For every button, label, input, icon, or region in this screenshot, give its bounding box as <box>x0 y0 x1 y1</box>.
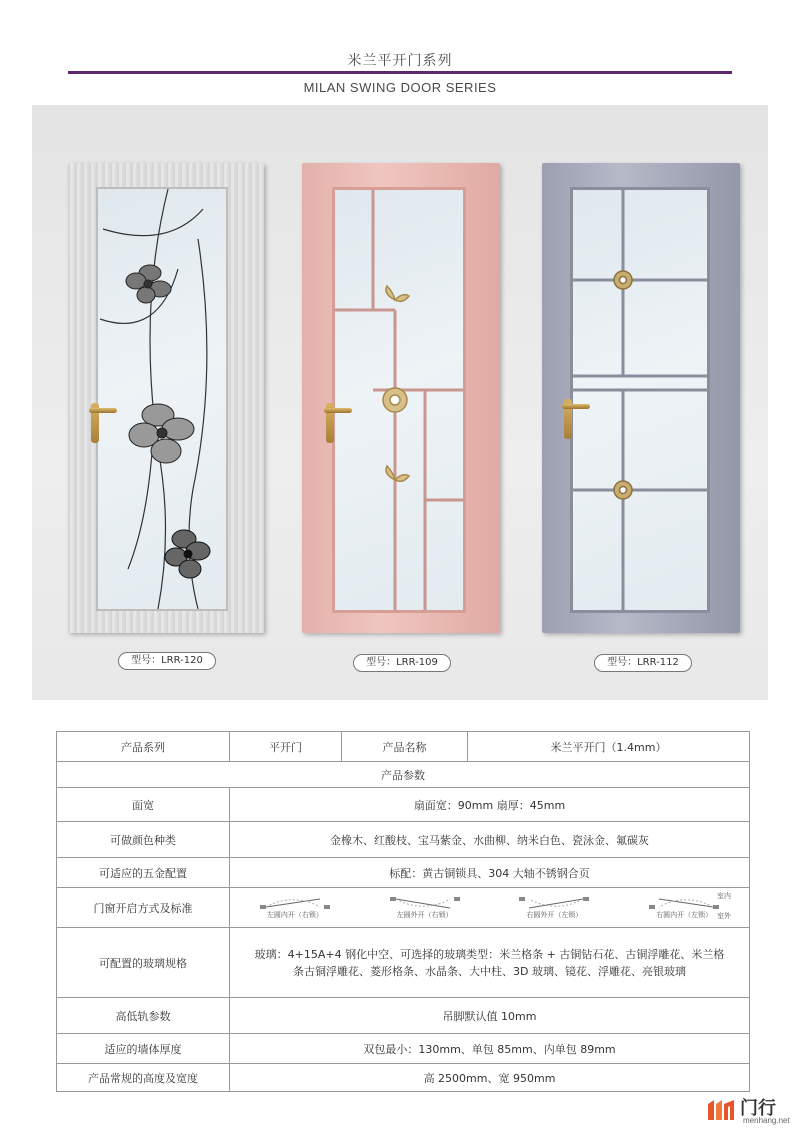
logo-mark-icon <box>706 1098 736 1122</box>
row-value: 高 2500mm、宽 950mm <box>230 1064 750 1092</box>
table-row <box>57 928 750 998</box>
opening-diagram: 左圆外开（右锁） <box>390 896 460 920</box>
name-label: 产品名称 <box>342 732 468 762</box>
door-handle <box>91 403 99 443</box>
opening-diagrams <box>230 888 750 928</box>
opening-diagram: 右圆内开（左锁） <box>649 896 719 920</box>
series-label: 产品系列 <box>57 732 230 762</box>
door-lrr-109 <box>302 163 500 633</box>
door-handle <box>326 403 334 443</box>
row-value: 双包最小：130mm、单包 85mm、内单包 89mm <box>230 1034 750 1064</box>
page-title-en: MILAN SWING DOOR SERIES <box>303 80 497 95</box>
section-title: 产品参数 <box>57 762 750 788</box>
row-value: 标配：黄古铜锁具、304 大轴不锈钢合页 <box>230 858 750 888</box>
title-divider <box>68 71 732 74</box>
page-title-cn: 米兰平开门系列 <box>347 53 453 69</box>
row-value: 吊脚默认值 10mm <box>230 998 750 1034</box>
row-value: 金橡木、红酸枝、宝马紫金、水曲柳、纳米白色、瓷泳金、氟碳灰 <box>230 822 750 858</box>
opening-diagram: 右圆外开（左锁） <box>519 896 589 920</box>
table-row <box>57 788 750 822</box>
inside-label: 室内 <box>717 892 731 900</box>
table-row <box>57 1064 750 1092</box>
table-row <box>57 998 750 1034</box>
model-label: 型号：LRR-120 <box>118 652 216 670</box>
row-label: 适应的墙体厚度 <box>57 1034 230 1064</box>
row-value: 扇面宽：90mm 扇厚：45mm <box>230 788 750 822</box>
table-row <box>57 732 750 762</box>
table-row <box>57 1034 750 1064</box>
product-showcase <box>32 105 768 700</box>
logo-domain: menhang.net <box>743 1116 790 1125</box>
row-label: 可配置的玻璃规格 <box>57 928 230 998</box>
row-label: 产品常规的高度及宽度 <box>57 1064 230 1092</box>
flower-art-glass <box>98 189 226 609</box>
glass-spec-line: 条古铜浮雕花、菱形格条、水晶条、大中柱、3D 玻璃、镜花、浮雕花、亮银玻璃 <box>293 964 686 978</box>
grid-glass-with-ornaments <box>335 190 463 610</box>
row-label: 门窗开启方式及标准 <box>57 888 230 928</box>
table-row <box>57 858 750 888</box>
model-label: 型号：LRR-112 <box>594 654 692 672</box>
spec-table <box>56 731 750 1092</box>
row-label: 可适应的五金配置 <box>57 858 230 888</box>
table-row <box>57 822 750 858</box>
grid-glass-with-ornaments <box>573 190 707 610</box>
table-row <box>57 888 750 928</box>
door-lrr-120 <box>68 163 264 633</box>
name-value: 米兰平开门（1.4mm） <box>468 732 750 762</box>
opening-diagram: 左圆内开（右锁） <box>260 896 330 920</box>
door-lrr-112 <box>542 163 740 633</box>
model-label: 型号：LRR-109 <box>353 654 451 672</box>
glass-spec-line: 玻璃：4+15A+4 钢化中空、可选择的玻璃类型：米兰格条 + 古铜钻石花、古铜浮雕花、米兰格 <box>254 947 725 961</box>
series-value: 平开门 <box>230 732 342 762</box>
logo-text: 门行 <box>740 1098 776 1119</box>
site-logo <box>706 1094 796 1128</box>
row-label: 面宽 <box>57 788 230 822</box>
row-label: 可做颜色种类 <box>57 822 230 858</box>
door-handle <box>564 399 572 439</box>
outside-label: 室外 <box>717 912 731 920</box>
table-row <box>57 762 750 788</box>
row-value <box>230 928 750 998</box>
row-label: 高低轨参数 <box>57 998 230 1034</box>
